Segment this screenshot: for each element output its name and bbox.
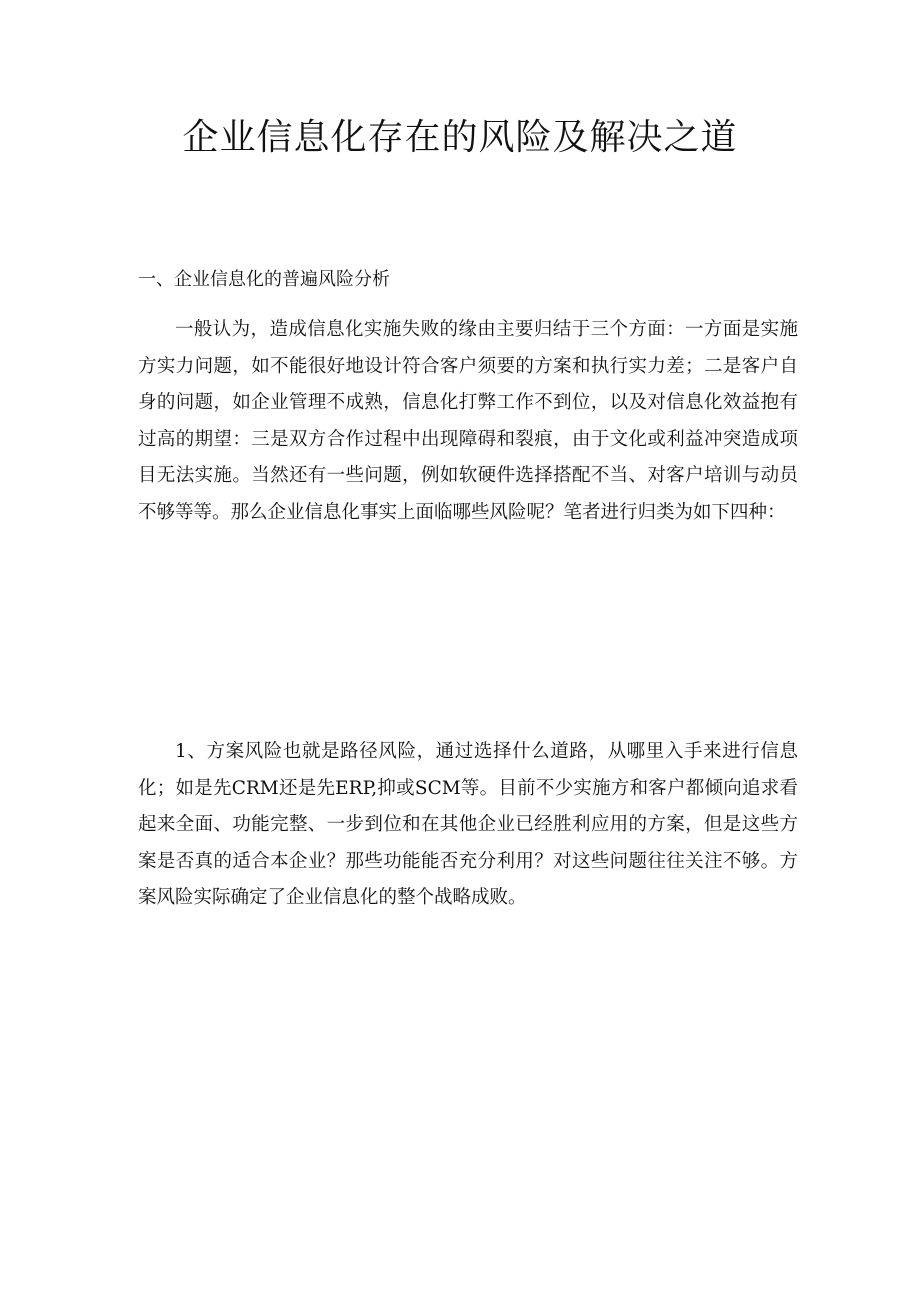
section-heading: 一、企业信息化的普遍风险分析 [138,269,390,290]
body-paragraph: 一般认为，造成信息化实施失败的缘由主要归结于三个方面：一方面是实施方实力问题，如不能很好地设计符合客户须要的方案和执行实力差；二是客户自身的问题，如企业管理不成熟，信息化打弊工作不到位，以及对信息化效益抱有过高的期望：三是双方合作过程中出现障碍和裂痕，由于文化或利益冲突造成项目无法实施。当然还有一些问题，例如软硬件选择搭配不当、对客户培训与动员不够等等。那么企业信息化事实上面临哪些风险呢？笔者进行归类为如下四种： [138,319,798,523]
document-title: 企业信息化存在的风险及解决之道 [182,117,738,158]
body-paragraph: 1、方案风险也就是路径风险，通过选择什么道路，从哪里入手来进行信息化；如是先CRM还是先ERP,抑或SCM等。目前不少实施方和客户都倾向追求看起来全面、功能完整、一步到位和在其他企业已经胜利应用的方案，但是这些方案是否真的适合本企业？那些功能能否充分利用？对这些问题往往关注不够。方案风险实际确定了企业信息化的整个战略成败。 [138,741,798,909]
